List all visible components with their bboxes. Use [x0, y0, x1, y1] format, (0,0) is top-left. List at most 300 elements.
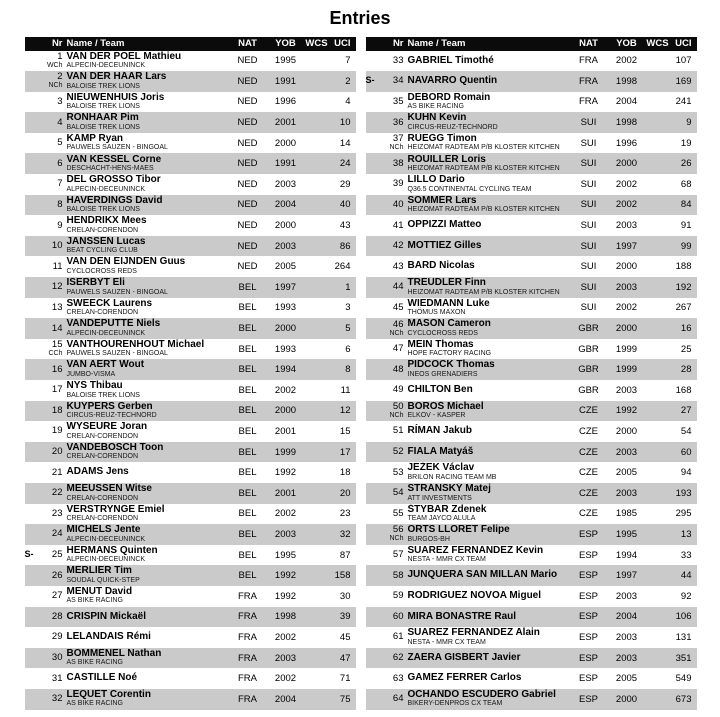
nat-cell: ESP	[578, 570, 598, 582]
rider-name: OCHANDO ESCUDERO Gabriel	[407, 688, 556, 700]
rider-number-cell	[366, 236, 404, 257]
team-name: AS BIKE RACING	[66, 597, 123, 605]
nat-cell: FRA	[579, 96, 598, 108]
table-row	[366, 607, 697, 628]
wcs-cell	[645, 359, 671, 380]
nat-cell: BEL	[238, 570, 257, 582]
table-row	[366, 565, 697, 586]
wcs-cell	[304, 401, 330, 422]
rider-name: MICHELS Jente	[66, 524, 141, 536]
table-row	[366, 401, 697, 422]
rider-number-cell	[366, 462, 404, 483]
rider-name: CRISPIN Mickaël	[66, 610, 146, 622]
table-header	[366, 37, 697, 51]
wcs-cell	[304, 215, 330, 236]
table-row	[366, 648, 697, 669]
uci-cell: 84	[680, 199, 692, 211]
yob-cell: 2005	[615, 673, 638, 685]
table-row	[366, 668, 697, 689]
rider-name-team-cell	[404, 256, 569, 277]
rider-number: 64	[392, 693, 404, 705]
nat-cell: NED	[237, 55, 258, 67]
rider-name-team-cell	[63, 483, 228, 504]
entries-tables-container	[0, 37, 720, 710]
rider-name: PIDCOCK Thomas	[407, 359, 495, 371]
yob-cell: 2002	[615, 55, 638, 67]
uci-cell: 9	[686, 117, 692, 129]
wcs-cell	[645, 92, 671, 113]
rider-number-cell	[25, 236, 63, 257]
rider-name: LEQUET Corentin	[66, 688, 151, 700]
nat-cell: SUI	[580, 158, 597, 170]
rider-number: 31	[51, 672, 63, 684]
table-row	[25, 339, 356, 360]
rider-name-team-cell	[404, 215, 569, 236]
rider-name-team-cell	[404, 112, 569, 133]
uci-cell: 32	[339, 528, 351, 540]
rider-name: WIEDMANN Luke	[407, 297, 490, 309]
table-row	[366, 421, 697, 442]
yob-cell: 2001	[274, 487, 297, 499]
uci-cell: 91	[680, 220, 692, 232]
rider-name: LILLO Dario	[407, 174, 465, 186]
rider-number-cell	[25, 318, 63, 339]
nat-cell: FRA	[238, 652, 257, 664]
uci-cell: 17	[339, 446, 351, 458]
start-marker: S-	[365, 75, 375, 86]
nat-cell: SUI	[580, 302, 597, 314]
rider-name-team-cell	[63, 318, 228, 339]
uci-cell: 3	[345, 302, 351, 314]
nat-cell: BEL	[238, 364, 257, 376]
team-name: BEAT CYCLING CLUB	[66, 247, 138, 255]
rider-name-team-cell	[404, 648, 569, 669]
table-row	[366, 215, 697, 236]
rider-name: ŠTYBAR Zdenek	[407, 503, 487, 515]
uci-cell: 106	[675, 611, 692, 623]
yob-cell: 2002	[274, 384, 297, 396]
wcs-cell	[304, 133, 330, 154]
rider-name-team-cell	[404, 462, 569, 483]
yob-cell: 1992	[274, 570, 297, 582]
rider-number: 27	[51, 590, 63, 602]
wcs-cell	[304, 668, 330, 689]
uci-cell: 94	[680, 467, 692, 479]
rider-number: 7	[57, 178, 63, 190]
yob-cell: 1994	[615, 549, 638, 561]
yob-cell: 2003	[615, 384, 638, 396]
rider-number: 57	[392, 549, 404, 561]
yob-cell: 1999	[274, 446, 297, 458]
wcs-cell	[645, 215, 671, 236]
yob-cell: 2005	[615, 467, 638, 479]
uci-cell: 11	[340, 384, 351, 396]
team-name: BALOISE TREK LIONS	[66, 103, 140, 111]
rider-name: BARD Nicolas	[407, 260, 475, 272]
wcs-cell	[304, 339, 330, 360]
wcs-cell	[304, 524, 330, 545]
rider-number-cell	[366, 339, 404, 360]
rider-number: 41	[392, 219, 404, 231]
rider-number: 52	[392, 446, 404, 458]
table-row	[25, 648, 356, 669]
team-name: BRILON RACING TEAM MB	[407, 473, 497, 481]
table-row	[25, 195, 356, 216]
rider-number-cell	[25, 627, 63, 648]
team-name: CRELAN-CORENDON	[66, 309, 139, 317]
rider-name: VAN DER POEL Mathieu	[66, 50, 182, 62]
wcs-cell	[645, 195, 671, 216]
rider-number-cell	[25, 442, 63, 463]
wcs-cell	[645, 401, 671, 422]
rider-name: WYSEURE Joran	[66, 421, 148, 433]
team-name: BIKERY-DENPROS CX TEAM	[407, 700, 503, 708]
yob-cell: 2003	[615, 446, 638, 458]
rider-number: 35	[392, 95, 404, 107]
rider-number-cell	[25, 586, 63, 607]
team-name: THÖMUS MAXON	[407, 309, 466, 317]
rider-number-cell	[366, 565, 404, 586]
rider-name-team-cell	[404, 627, 569, 648]
rider-name: MOTTIEZ Gilles	[407, 239, 482, 251]
rider-name: MASON Cameron	[407, 318, 491, 330]
table-row	[25, 236, 356, 257]
rider-number-cell	[366, 504, 404, 525]
rider-number: 60	[392, 610, 404, 622]
rider-name-team-cell	[63, 648, 228, 669]
rider-name-team-cell	[63, 607, 228, 628]
wcs-cell	[645, 565, 671, 586]
team-name: ALPECIN-DECEUNINCK	[66, 329, 146, 337]
table-row	[366, 71, 697, 92]
page-title: Entries	[329, 8, 391, 28]
team-name: AS BIKE RACING	[66, 659, 123, 667]
rider-number-cell	[25, 545, 63, 566]
team-name: CRELAN-CORENDON	[66, 494, 139, 502]
yob-cell: 1991	[274, 75, 297, 87]
champion-prefix: NCh	[389, 144, 404, 152]
rider-name-team-cell	[63, 668, 228, 689]
nat-cell: SUI	[580, 240, 597, 252]
table-row	[25, 215, 356, 236]
rider-name-team-cell	[404, 545, 569, 566]
nat-cell: FRA	[238, 611, 257, 623]
table-row	[25, 668, 356, 689]
table-row	[366, 483, 697, 504]
rider-number: 56	[392, 524, 404, 536]
nat-cell: NED	[237, 158, 258, 170]
rider-name: BOROŠ Michael	[407, 400, 484, 412]
rider-name-team-cell	[63, 504, 228, 525]
wcs-cell	[304, 71, 330, 92]
rider-number-cell	[25, 71, 63, 92]
wcs-cell	[304, 359, 330, 380]
uci-cell: 5	[345, 323, 351, 335]
nat-cell: BEL	[238, 508, 257, 520]
nat-cell: FRA	[238, 673, 257, 685]
rider-name-team-cell	[63, 339, 228, 360]
uci-cell: 107	[675, 55, 692, 67]
header-col-wcs: WCS	[646, 38, 669, 50]
table-row	[25, 607, 356, 628]
header-col-wcs: WCS	[305, 38, 328, 50]
wcs-cell	[304, 195, 330, 216]
table-row	[25, 545, 356, 566]
yob-cell: 1985	[615, 508, 638, 520]
rider-name-team-cell	[63, 442, 228, 463]
table-row	[25, 524, 356, 545]
uci-cell: 18	[339, 467, 351, 479]
yob-cell: 2004	[615, 611, 638, 623]
rider-number: 12	[51, 281, 63, 293]
team-name: HEIZOMAT RADTEAM P/B KLOSTER KITCHEN	[407, 206, 560, 214]
nat-cell: BEL	[238, 528, 257, 540]
yob-cell: 1996	[274, 96, 297, 108]
rider-name: KUYPERS Gerben	[66, 400, 153, 412]
team-name: AS BIKE RACING	[66, 700, 123, 708]
rider-number-cell	[366, 689, 404, 710]
wcs-cell	[645, 627, 671, 648]
yob-cell: 2001	[274, 425, 297, 437]
nat-cell: FRA	[238, 631, 257, 643]
rider-number: 59	[392, 590, 404, 602]
rider-number-cell	[366, 401, 404, 422]
rider-number: 32	[51, 693, 63, 705]
rider-number-cell	[25, 92, 63, 113]
rider-name: JUNQUERA SAN MILLAN Mario	[407, 569, 558, 581]
nat-cell: BEL	[238, 343, 257, 355]
uci-cell: 13	[680, 528, 692, 540]
table-row	[366, 504, 697, 525]
table-row	[25, 401, 356, 422]
rider-number: 13	[51, 301, 63, 313]
rider-number: 9	[57, 219, 63, 231]
rider-number-cell	[366, 215, 404, 236]
wcs-cell	[645, 236, 671, 257]
table-row	[25, 51, 356, 72]
rider-number-cell	[25, 689, 63, 710]
rider-name: CHILTON Ben	[407, 384, 473, 396]
team-name: BURGOS-BH	[407, 535, 450, 543]
rider-name-team-cell	[404, 153, 569, 174]
rider-name-team-cell	[404, 92, 569, 113]
nat-cell: NED	[237, 220, 258, 232]
team-name: CRELAN-CORENDON	[66, 515, 139, 523]
rider-number: 16	[51, 363, 63, 375]
uci-cell: 4	[345, 96, 351, 108]
wcs-cell	[645, 483, 671, 504]
rider-number-cell	[366, 380, 404, 401]
nat-cell: BEL	[238, 302, 257, 314]
rider-number: 17	[51, 384, 63, 396]
uci-cell: 193	[675, 487, 692, 499]
team-name: HEIZOMAT RADTEAM P/B KLOSTER KITCHEN	[407, 288, 560, 296]
rider-name-team-cell	[404, 380, 569, 401]
rider-name-team-cell	[63, 112, 228, 133]
rider-number-cell	[25, 298, 63, 319]
wcs-cell	[645, 277, 671, 298]
yob-cell: 1997	[615, 570, 638, 582]
rider-number: 1	[57, 50, 63, 62]
rider-name: KAMP Ryan	[66, 132, 123, 144]
yob-cell: 2000	[615, 158, 638, 170]
table-row	[366, 545, 697, 566]
rider-number: 50	[392, 400, 404, 412]
uci-cell: 8	[345, 364, 351, 376]
rider-number-cell	[366, 524, 404, 545]
header-col-yob: YOB	[275, 38, 296, 50]
wcs-cell	[304, 51, 330, 72]
uci-cell: 23	[339, 508, 351, 520]
nat-cell: FRA	[579, 55, 598, 67]
wcs-cell	[304, 277, 330, 298]
nat-cell: NED	[237, 117, 258, 129]
rider-name-team-cell	[63, 153, 228, 174]
rider-name: ROUILLER Loris	[407, 153, 486, 165]
header-col-name-team: Name / Team	[66, 38, 125, 50]
rider-name-team-cell	[404, 504, 569, 525]
uci-cell: 44	[680, 570, 692, 582]
wcs-cell	[645, 51, 671, 72]
rider-name: ORTS LLORET Felipe	[407, 524, 510, 536]
table-row	[25, 586, 356, 607]
rider-name: SWEECK Laurens	[66, 297, 153, 309]
nat-cell: ESP	[578, 631, 598, 643]
wcs-cell	[645, 586, 671, 607]
rider-number-cell	[25, 153, 63, 174]
team-name: PAUWELS SAUZEN - BINGOAL	[66, 350, 168, 358]
header-col-nr: Nr	[392, 38, 404, 50]
wcs-cell	[645, 607, 671, 628]
table-row	[366, 277, 697, 298]
rider-name-team-cell	[404, 483, 569, 504]
wcs-cell	[645, 298, 671, 319]
rider-name: FIALA Matyáš	[407, 445, 474, 457]
yob-cell: 2003	[615, 590, 638, 602]
team-name: BALOISE TREK LIONS	[66, 206, 140, 214]
nat-cell: BEL	[238, 281, 257, 293]
rider-number: 33	[392, 54, 404, 66]
yob-cell: 2002	[615, 178, 638, 190]
team-name: ALPECIN-DECEUNINCK	[66, 556, 146, 564]
rider-name: VANDEPUTTE Niels	[66, 318, 161, 330]
rider-name-team-cell	[63, 380, 228, 401]
table-row	[366, 627, 697, 648]
nat-cell: NED	[237, 75, 258, 87]
yob-cell: 2003	[615, 652, 638, 664]
uci-cell: 26	[680, 158, 692, 170]
wcs-cell	[645, 380, 671, 401]
yob-cell: 2002	[274, 508, 297, 520]
team-name: CIRCUS-REUZ-TECHNORD	[407, 123, 498, 131]
yob-cell: 2000	[615, 425, 638, 437]
team-name: SOUDAL QUICK-STEP	[66, 576, 140, 584]
nat-cell: ESP	[578, 693, 598, 705]
uci-cell: 7	[345, 55, 351, 67]
rider-name-team-cell	[404, 277, 569, 298]
table-row	[366, 689, 697, 710]
wcs-cell	[304, 421, 330, 442]
rider-name: OPPIZZI Matteo	[407, 219, 482, 231]
rider-number-cell	[25, 174, 63, 195]
rider-name: VERSTRYNGE Emiel	[66, 503, 165, 515]
rider-name: VAN DEN EIJNDEN Guus	[66, 256, 186, 268]
header-col-nr: Nr	[51, 38, 63, 50]
wcs-cell	[304, 318, 330, 339]
header-col-uci: UCI	[675, 38, 692, 50]
table-row	[25, 483, 356, 504]
rider-number: 5	[57, 137, 63, 149]
rider-name-team-cell	[404, 71, 569, 92]
rider-name-team-cell	[63, 71, 228, 92]
team-name: ALPECIN-DECEUNINCK	[66, 535, 146, 543]
rider-number-cell	[366, 195, 404, 216]
uci-cell: 28	[680, 364, 692, 376]
nat-cell: BEL	[238, 446, 257, 458]
wcs-cell	[645, 421, 671, 442]
rider-name-team-cell	[404, 195, 569, 216]
wcs-cell	[645, 133, 671, 154]
table-row	[25, 380, 356, 401]
nat-cell: BEL	[238, 549, 257, 561]
nat-cell: ESP	[578, 590, 598, 602]
wcs-cell	[304, 236, 330, 257]
rider-name: RÍMAN Jakub	[407, 425, 472, 437]
rider-number: 15	[51, 339, 63, 351]
rider-number: 26	[51, 569, 63, 581]
rider-name: CASTILLE Noé	[66, 672, 138, 684]
wcs-cell	[304, 256, 330, 277]
uci-cell: 188	[675, 261, 692, 273]
rider-name-team-cell	[404, 524, 569, 545]
uci-cell: 15	[339, 425, 351, 437]
rider-name: BOMMENEL Nathan	[66, 647, 162, 659]
nat-cell: CZE	[579, 446, 598, 458]
wcs-cell	[645, 442, 671, 463]
rider-number-cell	[366, 256, 404, 277]
rider-name: VANTHOURENHOUT Michael	[66, 338, 205, 350]
rider-name-team-cell	[404, 586, 569, 607]
wcs-cell	[645, 256, 671, 277]
entries-table-right	[366, 37, 697, 710]
uci-cell: 54	[680, 425, 692, 437]
rider-number: 21	[51, 466, 63, 478]
table-row	[366, 195, 697, 216]
rider-number: 20	[51, 446, 63, 458]
yob-cell: 1991	[274, 158, 297, 170]
rider-number: 28	[51, 610, 63, 622]
wcs-cell	[304, 627, 330, 648]
table-row	[366, 92, 697, 113]
rider-name: MEIN Thomas	[407, 338, 474, 350]
team-name: CYCLOCROSS REDS	[66, 267, 137, 275]
nat-cell: NED	[237, 261, 258, 273]
nat-cell: SUI	[580, 137, 597, 149]
uci-cell: 673	[675, 693, 692, 705]
rider-name: MERLIER Tim	[66, 565, 132, 577]
rider-number-cell	[25, 195, 63, 216]
wcs-cell	[304, 462, 330, 483]
table-row	[25, 112, 356, 133]
uci-cell: 92	[680, 590, 692, 602]
rider-number-cell	[366, 153, 404, 174]
rider-name-team-cell	[63, 545, 228, 566]
rider-name-team-cell	[404, 421, 569, 442]
rider-name-team-cell	[63, 565, 228, 586]
yob-cell: 1994	[274, 364, 297, 376]
rider-name-team-cell	[63, 462, 228, 483]
rider-number: 42	[392, 240, 404, 252]
